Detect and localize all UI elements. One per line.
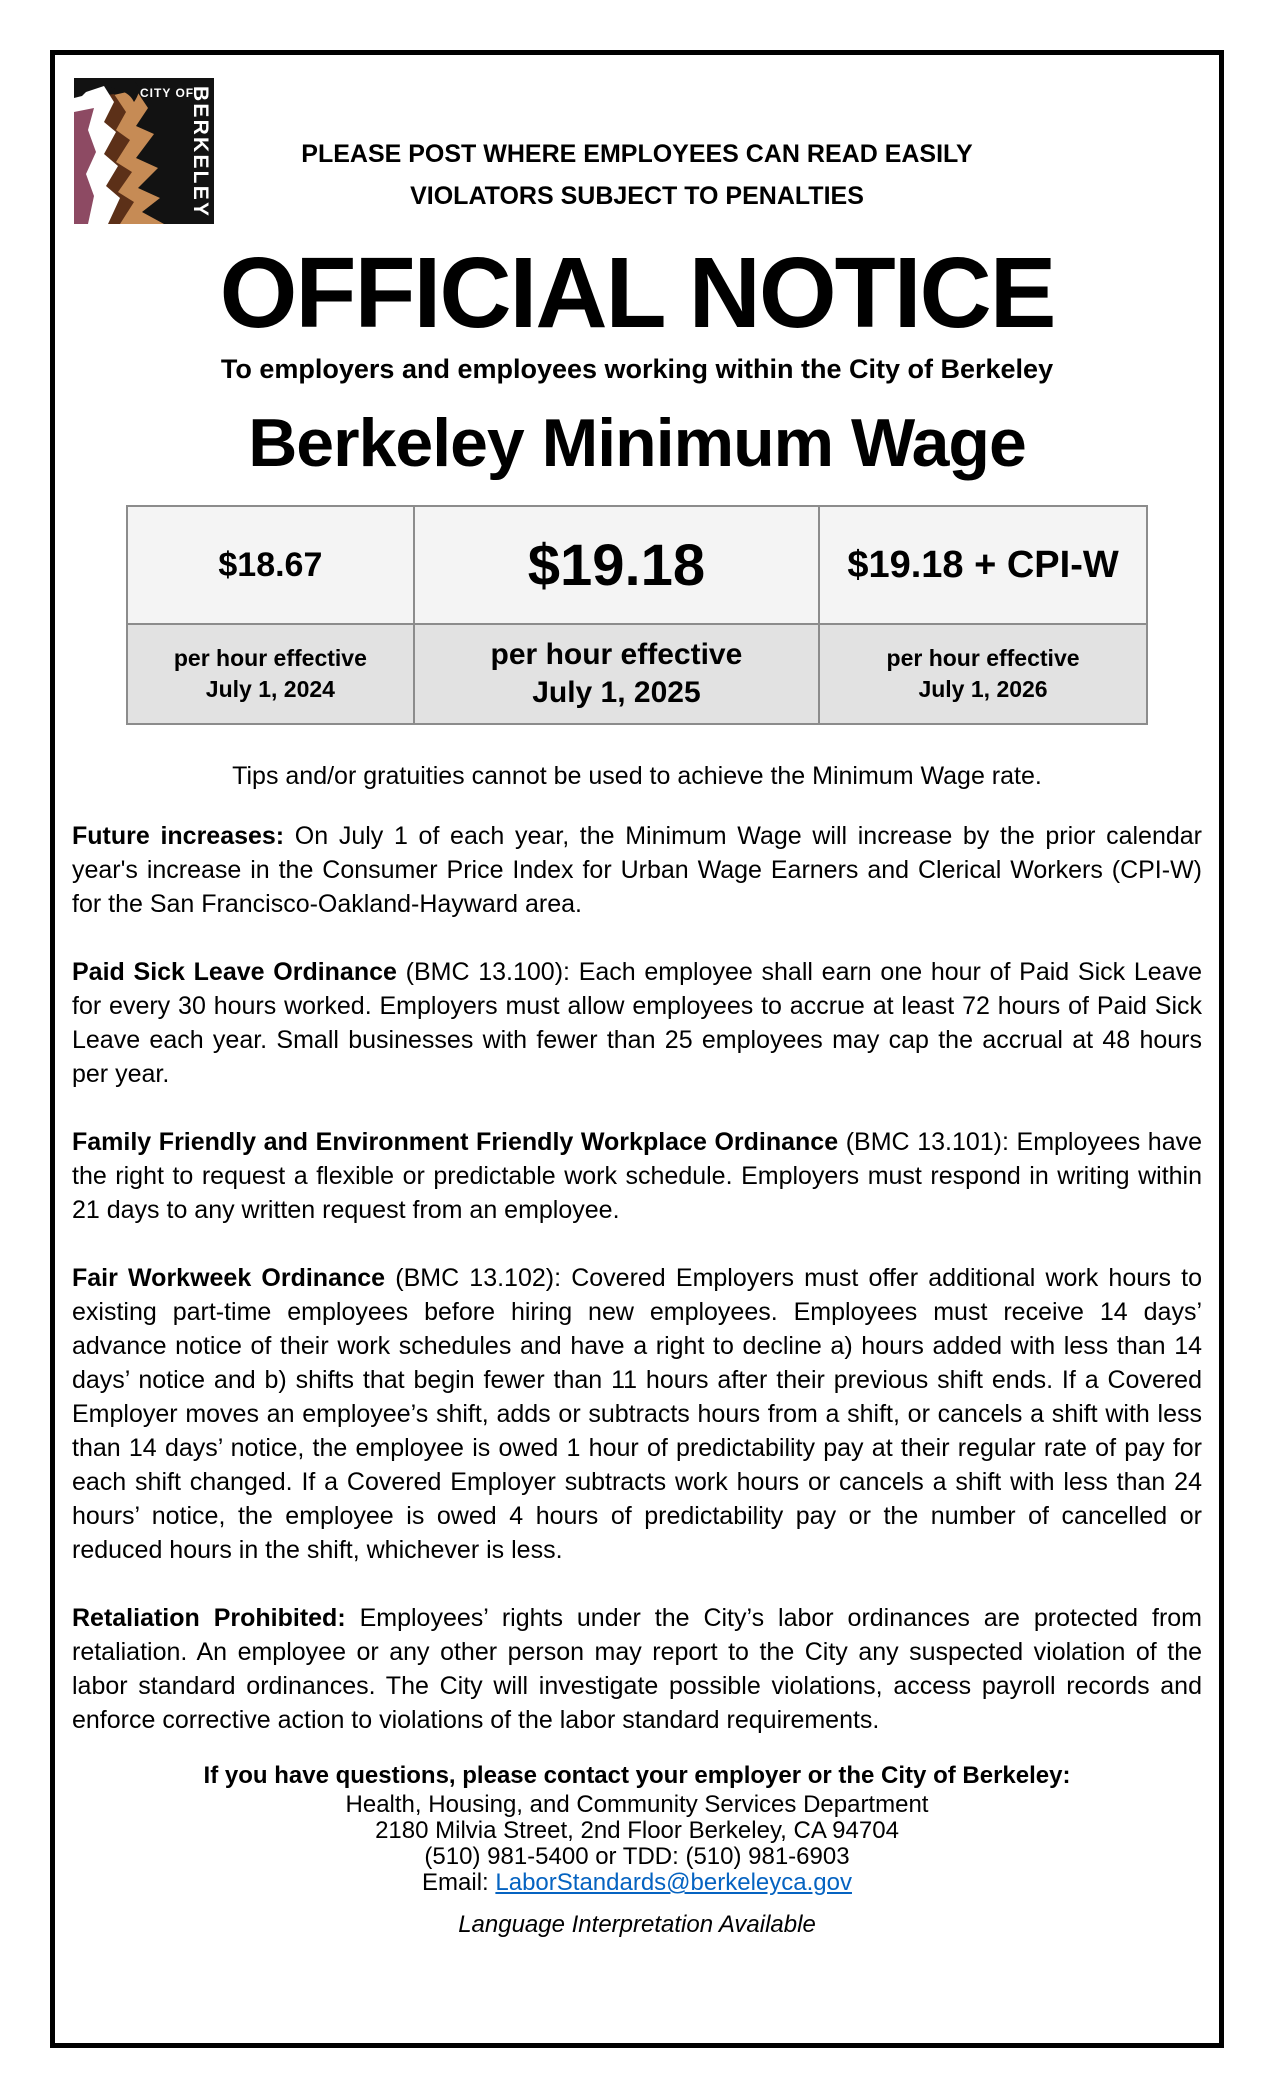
minimum-wage-title: Berkeley Minimum Wage <box>248 405 1026 481</box>
wage-rate-2026: $19.18 + CPI-W <box>847 543 1119 586</box>
wage-effective-2026-label: per hour effective <box>886 645 1080 671</box>
contact-email-link[interactable]: LaborStandards@berkeleyca.gov <box>495 1869 852 1896</box>
paragraph-retaliation-prohibited <box>72 1601 1202 1737</box>
logo-berkeley-label: BERKELEY <box>189 86 212 218</box>
paragraph-paid-sick-leave-lead: Paid Sick Leave Ordinance <box>72 958 397 986</box>
wage-effective-2024-cell <box>127 624 414 724</box>
logo-city-of-label: CITY OF <box>140 86 195 100</box>
wage-effective-row <box>127 624 1147 724</box>
language-interpretation-note: Language Interpretation Available <box>458 1911 816 1938</box>
paragraph-paid-sick-leave-text: (BMC 13.100): Each employee shall earn one hour of Paid Sick Leave for every 30 hours worked. Employers must allow employees to accrue at least 72 hours of Paid Sick Leave each year. Small businesses with fewer than 25 employees may cap the accrual at 48 hours per year. <box>72 958 1202 1088</box>
wage-rate-2025-cell <box>414 506 819 624</box>
city-of-berkeley-logo <box>74 78 214 224</box>
wage-effective-2026-date: July 1, 2026 <box>918 676 1048 702</box>
wage-effective-2024-label: per hour effective <box>173 645 367 671</box>
paragraph-retaliation-prohibited-text: Employees’ rights under the City’s labor ordinances are protected from retaliation. An employee or any other person may report to the City any suspected violation of the labor standard ordinances. The City will investigate possible violations, access payroll records and enforce corrective action to violations of the labor standard requirements. <box>72 1604 1203 1734</box>
paragraph-family-friendly-lead: Family Friendly and Environment Friendly Workplace Ordinance <box>72 1128 839 1156</box>
paragraph-fair-workweek-lead: Fair Workweek Ordinance <box>72 1264 386 1292</box>
paragraph-future-increases-lead: Future increases: <box>72 822 285 850</box>
wage-rate-2024: $18.67 <box>218 545 323 584</box>
paragraph-future-increases-text: On July 1 of each year, the Minimum Wage will increase by the prior calendar year's increase in the Consumer Price Index for Urban Wage Earners and Clerical Workers (CPI-W) for the San Francisco-Oakland-Hayward area. <box>72 822 1202 918</box>
wage-effective-2026-cell <box>819 624 1147 724</box>
wage-rate-row <box>127 506 1147 624</box>
posting-warning-line1: PLEASE POST WHERE EMPLOYEES CAN READ EASILY <box>301 140 973 168</box>
contact-department: Health, Housing, and Community Services Department <box>345 1791 929 1818</box>
wage-effective-2024-date: July 1, 2024 <box>205 676 335 702</box>
contact-heading: If you have questions, please contact your employer or the City of Berkeley: <box>203 1762 1071 1789</box>
contact-email-line <box>72 1870 1202 1896</box>
paragraph-retaliation-prohibited-lead: Retaliation Prohibited: <box>72 1604 346 1632</box>
wage-rate-2024-cell <box>127 506 414 624</box>
paragraph-future-increases <box>72 819 1202 921</box>
wage-rate-table <box>126 505 1148 725</box>
contact-email-label: Email: <box>422 1869 489 1896</box>
contact-address: 2180 Milvia Street, 2nd Floor Berkeley, CA 94704 <box>375 1817 899 1844</box>
posting-warning <box>72 140 1202 211</box>
official-notice-title: OFFICIAL NOTICE <box>219 237 1055 349</box>
tips-statement: Tips and/or gratuities cannot be used to achieve the Minimum Wage rate. <box>232 762 1042 790</box>
paragraph-fair-workweek <box>72 1261 1202 1567</box>
notice-subtitle: To employers and employees working within the City of Berkeley <box>220 354 1054 384</box>
paragraph-family-friendly <box>72 1125 1202 1227</box>
wage-effective-2025-date: July 1, 2025 <box>532 676 701 709</box>
wage-rate-2026-cell <box>819 506 1147 624</box>
wage-effective-2025-label: per hour effective <box>490 638 743 671</box>
wage-effective-2025-cell <box>414 624 819 724</box>
paragraph-fair-workweek-text: (BMC 13.102): Covered Employers must offer additional work hours to existing part-time employees before hiring new employees. Employees must receive 14 days’ advance notice of their work schedules and have a right to decline a) hours added with less than 14 days’ notice and b) shifts that begin fewer than 11 hours after their previous shift ends. If a Covered Employer moves an employee’s shift, adds or subtracts hours from a shift, or cancels a shift with less than 14 days’ notice, the employee is owed 1 hour of predictability pay at their regular rate of pay for each shift changed. If a Covered Employer subtracts work hours or cancels a shift with less than 24 hours’ notice, the employee is owed 4 hours of predictability pay or the number of cancelled or reduced hours in the shift, whichever is less. <box>72 1264 1203 1564</box>
wage-rate-2025: $19.18 <box>527 532 706 598</box>
paragraph-paid-sick-leave <box>72 955 1202 1091</box>
contact-footer <box>72 1763 1202 1938</box>
notice-page <box>50 50 1224 2048</box>
paragraph-family-friendly-text: (BMC 13.101): Employees have the right to request a flexible or predictable work schedule. Employers must respond in writing within 21 days to any written request from an employee. <box>72 1128 1202 1224</box>
contact-phone: (510) 981-5400 or TDD: (510) 981-6903 <box>424 1843 850 1870</box>
posting-warning-line2: VIOLATORS SUBJECT TO PENALTIES <box>410 182 864 210</box>
